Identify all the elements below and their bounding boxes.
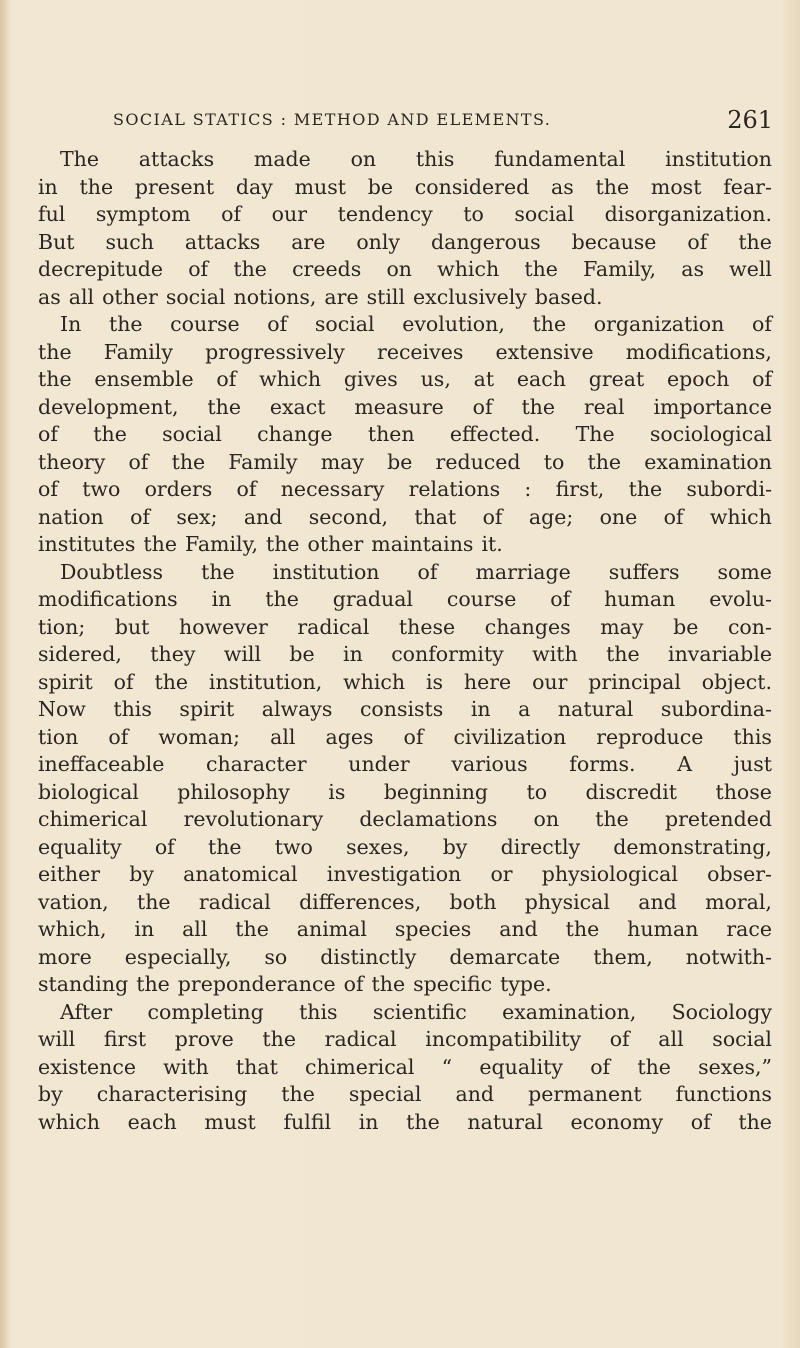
body-text xyxy=(38,146,772,1136)
text-line: equality of the two sexes, by directly demonstrating, xyxy=(38,834,772,859)
text-line: The attacks made on this fundamental institution xyxy=(60,147,772,171)
text-line: But such attacks are only dangerous because of the xyxy=(38,229,772,254)
running-title: SOCIAL STATICS : METHOD AND ELEMENTS. xyxy=(113,110,552,129)
text-line: which each must fulfil in the natural economy of the xyxy=(38,1109,772,1134)
text-line: existence with that chimerical “ equality of the sexes,” xyxy=(38,1054,772,1079)
page-number: 261 xyxy=(727,106,773,134)
text-line: of two orders of necessary relations : first, the subordi- xyxy=(38,477,772,501)
text-line: the ensemble of which gives us, at each great epoch of xyxy=(38,367,772,391)
running-head xyxy=(113,106,773,136)
text-line: institutes the Family, the other maintains it. xyxy=(38,532,503,556)
text-line: which, in all the animal species and the human race xyxy=(38,917,772,941)
text-line: in the present day must be considered as the most fear- xyxy=(38,174,772,199)
text-line: ful symptom of our tendency to social disorganization. xyxy=(38,202,772,226)
text-line: Now this spirit always consists in a natural subordina- xyxy=(38,697,772,721)
text-line: will first prove the radical incompatibility of all social xyxy=(38,1027,772,1051)
text-line: by characterising the special and permanent functions xyxy=(38,1082,772,1106)
text-line: tion; but however radical these changes may be con- xyxy=(38,614,772,639)
text-line: of the social change then effected. The sociological xyxy=(38,422,772,446)
text-line: either by anatomical investigation or physiological obser- xyxy=(38,862,772,886)
text-line: nation of sex; and second, that of age; one of which xyxy=(38,504,772,529)
text-line: Doubtless the institution of marriage suffers some xyxy=(60,559,772,584)
text-line: modifications in the gradual course of human evolu- xyxy=(38,587,772,611)
text-line: vation, the radical differences, both physical and moral, xyxy=(38,889,772,914)
text-line: biological philosophy is beginning to discredit those xyxy=(38,779,772,804)
text-line: theory of the Family may be reduced to the examination xyxy=(38,449,772,474)
text-line: as all other social notions, are still exclusively based. xyxy=(38,284,603,309)
text-line: sidered, they will be in conformity with the invariable xyxy=(38,642,772,666)
text-line: tion of woman; all ages of civilization reproduce this xyxy=(38,724,772,749)
text-line: chimerical revolutionary declamations on the pretended xyxy=(38,807,772,831)
text-line: development, the exact measure of the real importance xyxy=(38,394,772,419)
text-line: spirit of the institution, which is here our principal object. xyxy=(38,669,772,694)
text-line: more especially, so distinctly demarcate them, notwith- xyxy=(38,944,772,969)
text-line: decrepitude of the creeds on which the Family, as well xyxy=(38,257,772,281)
page-binding-shadow xyxy=(0,0,10,1348)
text-line: ineffaceable character under various forms. A just xyxy=(38,752,772,776)
text-line: After completing this scientific examination, Sociology xyxy=(60,999,772,1024)
text-line: standing the preponderance of the specific type. xyxy=(38,972,552,996)
text-line: In the course of social evolution, the organization of xyxy=(60,312,772,336)
text-line: the Family progressively receives extensive modifications, xyxy=(38,339,772,364)
